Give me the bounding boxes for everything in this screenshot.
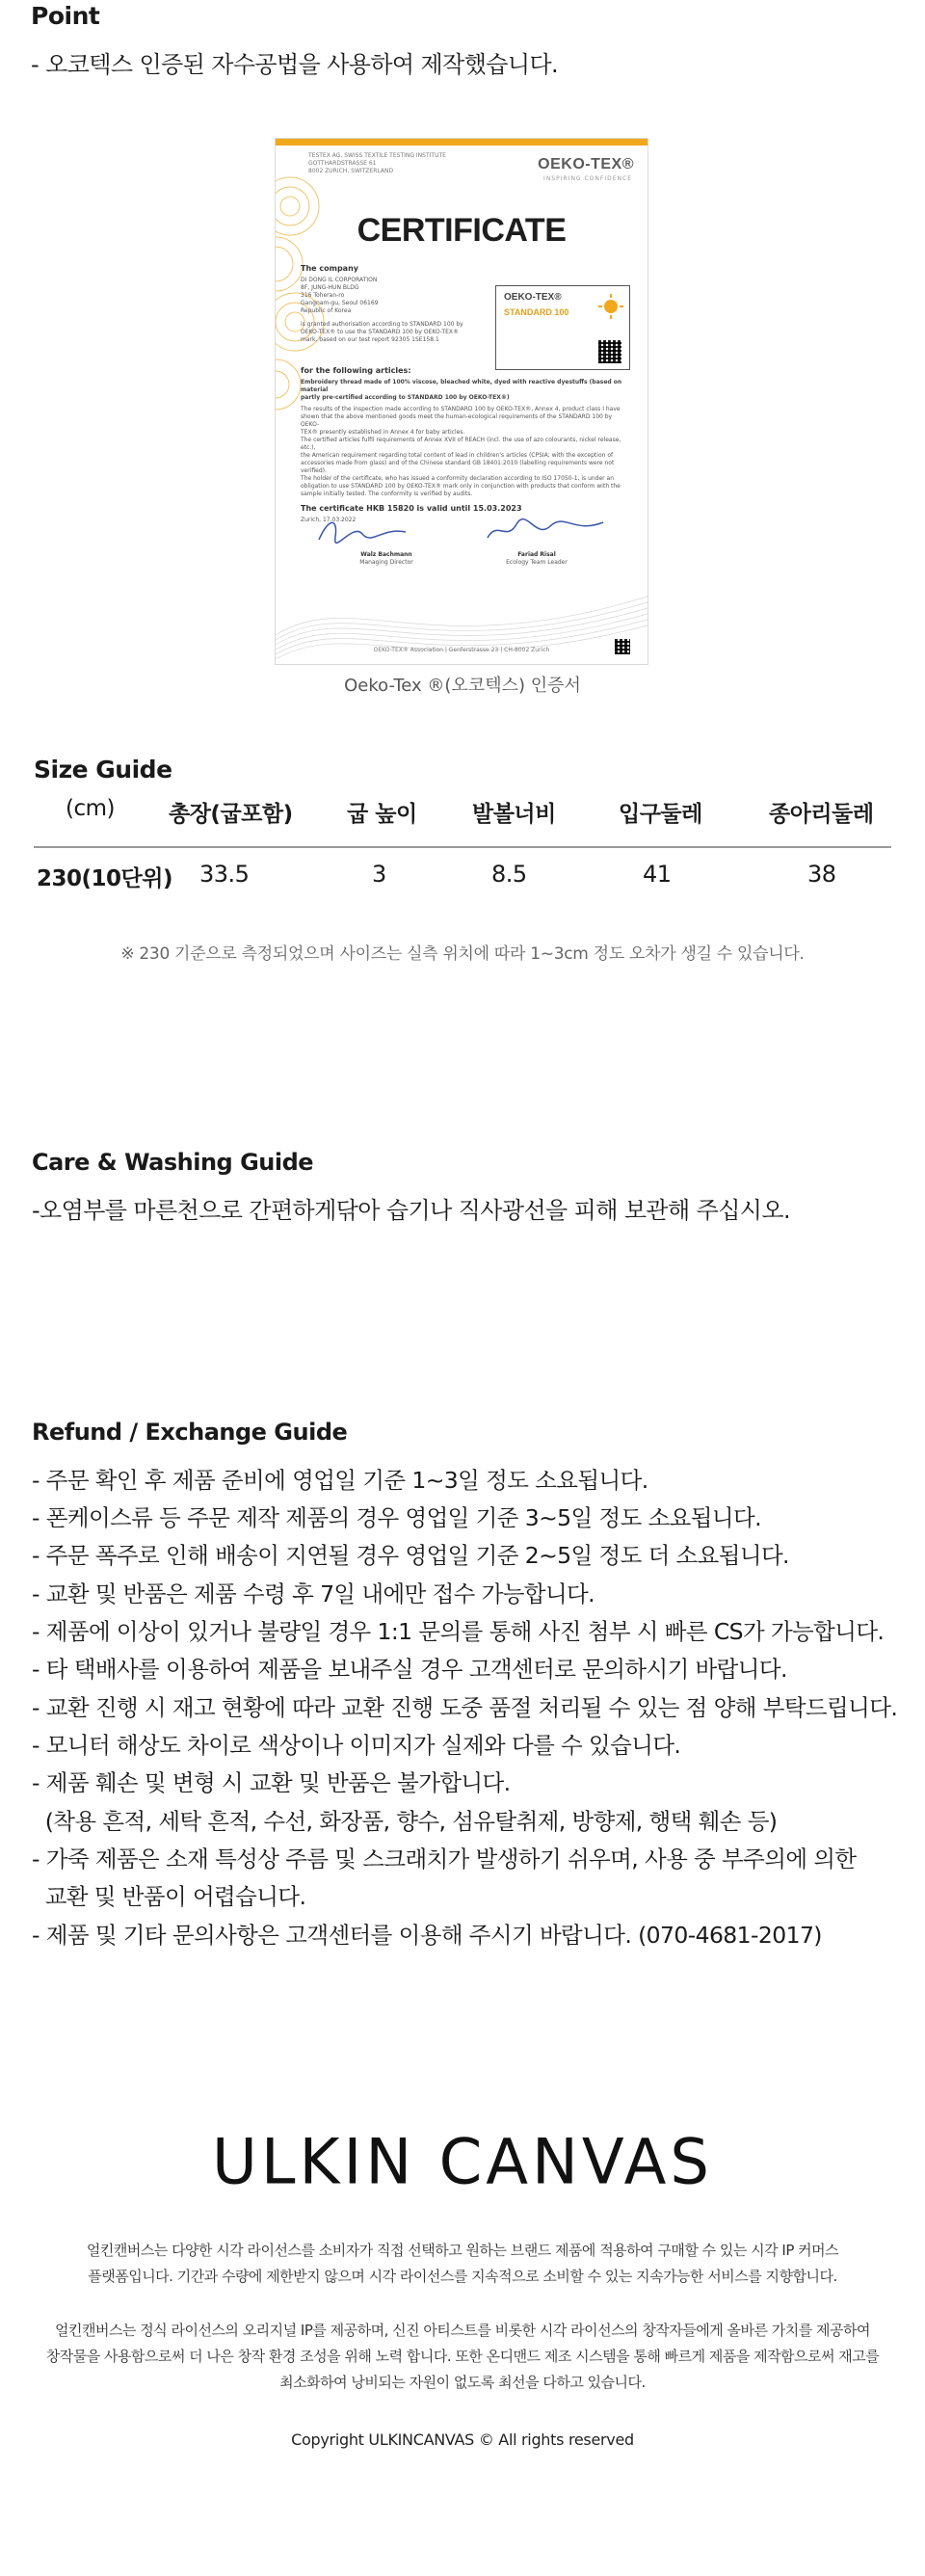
oekotex-certificate-image <box>275 138 648 665</box>
brand-logo: ULKIN CANVAS <box>212 2126 713 2199</box>
oekotex-tagline: INSPIRING CONFIDENCE <box>543 175 632 182</box>
refund-item: (착용 흔적, 세탁 흔적, 수선, 화장품, 향수, 섬유탈취제, 방향제, 행택 훼손 등) <box>32 1808 778 1835</box>
refund-item: - 주문 폭주로 인해 배송이 지연될 경우 영업일 기준 2~5일 정도 더 소요됩니다. <box>32 1542 789 1569</box>
size-cell-heel-height: 3 <box>372 861 386 888</box>
small-qr-icon <box>615 639 630 654</box>
refund-item: - 교환 진행 시 재고 현황에 따라 교환 진행 도중 품절 처리될 수 있는 점 양해 부탁드립니다. <box>32 1694 898 1721</box>
brand-description-1: 얼킨캔버스는 다양한 시각 라이선스를 소비자가 직접 선택하고 원하는 브랜드 제품에 적용하여 구매할 수 있는 시각 IP 커머스 플랫폼입니다. 기간과 수량에 제한받지 않으며 시각 라이선스를 지속적으로 소비할 수 있는 지속가능한 서비스를 지향합니다. <box>86 2242 839 2285</box>
size-header-opening-circumference: 입구둘레 <box>619 802 702 827</box>
certificate-institute: TESTEX AG, SWISS TEXTILE TESTING INSTITUTE GOTTHARDSTRASSE 61 8002 ZURICH, SWITZERLAND <box>308 152 446 174</box>
refund-item: - 폰케이스류 등 주문 제작 제품의 경우 영업일 기준 3~5일 정도 소요됩니다. <box>32 1504 761 1531</box>
refund-item: - 모니터 해상도 차이로 색상이나 이미지가 실제와 다를 수 있습니다. <box>32 1732 681 1759</box>
size-header-total-length: 총장(굽포함) <box>169 802 293 827</box>
copyright: Copyright ULKINCANVAS © All rights reserved <box>291 2430 634 2449</box>
certificate-company-block: The company DI DONG IL CORPORATION 8F, JUNG-HUN BLDG 316 Toheran-ro Gangnam-gu, Seoul 06169 Republic of Korea is granted authorisation according to STANDARD 100 by OEKO-TEX® to use the STANDARD 100 by OEKO-TEX® mark, based on our test report 92305 1SE158.1 <box>301 264 463 343</box>
certificate-caption: Oeko-Tex ®(오코텍스) 인증서 <box>344 676 581 696</box>
sun-icon <box>598 294 623 319</box>
certificate-wave-pattern <box>276 529 648 664</box>
size-cell-size: 230(10단위) <box>37 866 172 891</box>
size-header-heel-height: 굽 높이 <box>347 802 417 827</box>
point-text: - 오코텍스 인증된 자수공법을 사용하여 제작했습니다. <box>31 51 559 78</box>
size-header-unit: (cm) <box>66 796 115 821</box>
refund-item: 교환 및 반품이 어렵습니다. <box>32 1883 306 1910</box>
refund-item: - 주문 확인 후 제품 준비에 영업일 기준 1~3일 정도 소요됩니다. <box>32 1467 648 1494</box>
certificate-heading: CERTIFICATE <box>357 212 567 249</box>
refund-item: - 가죽 제품은 소재 특성상 주름 및 스크래치가 발생하기 쉬우며, 사용 중 부주의에 의한 <box>32 1846 857 1872</box>
care-text: -오염부를 마른천으로 간편하게닦아 습기나 직사광선을 피해 보관해 주십시오. <box>32 1197 790 1224</box>
certificate-articles-block: for the following articles: Embroidery thread made of 100% viscose, bleached white, dyed with reactive dyestuffs (based on material partly pre-certified according to STANDARD 100 by OEKO-TEX®) The results of the inspection made according to STANDARD 100 by OEKO-TEX®, Annex 4, product class I have shown that the above mentioned goods meet the human-ecological requirements of the STANDARD 100 by OEKO- TEX® presently established in Annex 4 for baby articles. The certified articles fulfil requirements of Annex XVII of REACH (incl. the use of azo colourants, nickel release, etc.), the American requirement regarding total content of lead in children's articles (CPSIA; with the exception of accessories made from glass) and of the Chinese standard GB 18401:2010 (labelling requirements were not verified). The holder of the certificate, who has issued a conformity declaration according to ISO 17050-1, is under an obligation to use STANDARD 100 by OEKO-TEX® mark only in conjunction with products that conform with the sample initially tested. The conformity is verified by audits. The certificate HKB 15820 is valid until 15.03.2023 Zurich, 17.03.2022 <box>301 366 622 523</box>
refund-item: - 타 택배사를 이용하여 제품을 보내주실 경우 고객센터로 문의하시기 바랍니다. <box>32 1656 787 1683</box>
signer-2: Fariad Risal Ecology Team Leader <box>506 551 568 566</box>
refund-item: - 제품 및 기타 문의사항은 고객센터를 이용해 주시기 바랍니다. (070-4681-2017) <box>32 1922 822 1949</box>
size-cell-opening-circumference: 41 <box>643 861 672 888</box>
oekotex-logo: OEKO-TEX® <box>538 156 634 173</box>
qr-code-icon <box>598 340 621 363</box>
size-note: ※ 230 기준으로 측정되었으며 사이즈는 실측 위치에 따라 1~3cm 정도 오차가 생길 수 있습니다. <box>120 944 805 964</box>
certificate-top-bar <box>276 139 648 146</box>
care-title: Care & Washing Guide <box>32 1149 314 1176</box>
brand-description-2: 얼킨캔버스는 정식 라이선스의 오리지널 IP를 제공하며, 신진 아티스트를 비롯한 시각 라이선스의 창작자들에게 올바른 가치를 제공하여 창작물을 사용함으로써 더 나은 창작 환경 조성을 위해 노력 합니다. 또한 온디맨드 제조 시스템을 통해 빠르게 제품을 제작함으로써 재고를 최소화하여 낭비되는 자원이 없도록 최선을 다하고 있습니다. <box>45 2322 880 2391</box>
size-table-divider <box>34 846 891 848</box>
signer-1: Walz Bachmann Managing Director <box>359 551 413 566</box>
standard-100-label: OEKO-TEX® STANDARD 100 <box>495 285 630 370</box>
size-header-calf-circumference: 종아리둘레 <box>769 802 874 827</box>
size-header-ball-width: 발볼너비 <box>472 802 556 827</box>
refund-item: - 제품 훼손 및 변형 시 교환 및 반품은 불가합니다. <box>32 1769 511 1796</box>
refund-item: - 교환 및 반품은 제품 수령 후 7일 내에만 접수 가능합니다. <box>32 1580 595 1607</box>
certificate-footer: OEKO-TEX® Association | Genferstrasse 23 | CH-8002 Zurich <box>373 647 550 653</box>
point-title: Point <box>31 2 100 30</box>
size-cell-calf-circumference: 38 <box>807 861 836 888</box>
size-guide-title: Size Guide <box>34 756 172 783</box>
size-cell-ball-width: 8.5 <box>491 861 527 888</box>
refund-item: - 제품에 이상이 있거나 불량일 경우 1:1 문의를 통해 사진 첨부 시 빠른 CS가 가능합니다. <box>32 1618 885 1645</box>
refund-title: Refund / Exchange Guide <box>32 1419 348 1446</box>
size-cell-total-length: 33.5 <box>199 861 250 888</box>
